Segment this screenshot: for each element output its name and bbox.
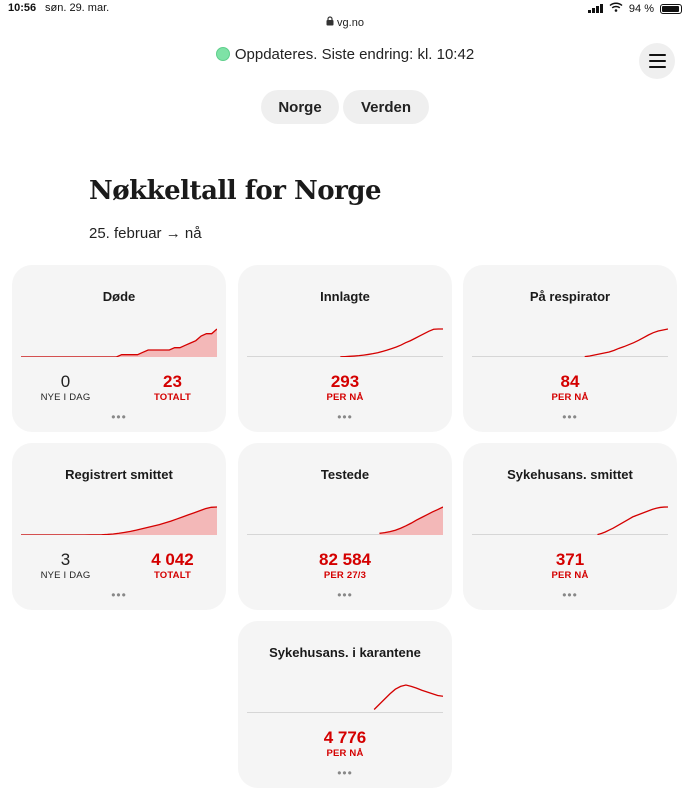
current-stat [238, 551, 452, 581]
new-today-label: NYE I DAG [40, 570, 91, 581]
current-value: 371 [555, 550, 585, 569]
sparkline-area [21, 329, 217, 357]
menu-icon [649, 54, 666, 56]
live-dot-icon [216, 47, 230, 61]
cellular-signal-icon [588, 4, 603, 13]
sparkline-line [597, 507, 668, 535]
tab-norge[interactable]: Norge [261, 90, 339, 124]
card-title: Sykehusans. i karantene [269, 645, 421, 660]
card-title: Sykehusans. smittet [507, 467, 633, 482]
current-label: PER 27/3 [323, 570, 367, 581]
more-dots-icon[interactable]: ••• [337, 766, 353, 780]
card-innlagte[interactable] [238, 265, 452, 432]
current-value: 82 584 [319, 550, 371, 569]
more-dots-icon[interactable]: ••• [562, 588, 578, 602]
more-dots-icon[interactable]: ••• [337, 588, 353, 602]
card-registrert-smittet[interactable] [12, 443, 226, 610]
new-today-stat [12, 551, 119, 581]
update-text: Oppdateres. Siste endring: kl. 10:42 [234, 46, 475, 63]
status-icons [588, 2, 682, 15]
clock: 10:56 [8, 2, 37, 14]
sparkline-chart [247, 683, 443, 713]
url-text: vg.no [337, 17, 364, 29]
wifi-icon [609, 2, 623, 15]
total-label: TOTALT [153, 570, 192, 581]
current-value: 84 [560, 372, 580, 391]
new-today-value: 3 [60, 550, 71, 569]
current-stat [463, 551, 677, 581]
new-today-label: NYE I DAG [40, 392, 91, 403]
current-stat [463, 373, 677, 403]
card-title: Testede [320, 467, 370, 482]
sparkline-line [374, 685, 443, 710]
sparkline-line [340, 329, 443, 357]
page-title: Nøkkeltall for Norge [89, 176, 382, 206]
total-value: 23 [163, 372, 182, 391]
card-title: På respirator [529, 289, 611, 304]
current-label: PER NÅ [551, 570, 589, 581]
card-sykehusans-i-karantene[interactable] [238, 621, 452, 788]
sparkline-chart [472, 327, 668, 357]
current-label: PER NÅ [326, 748, 364, 759]
current-stat [238, 729, 452, 759]
current-stat [238, 373, 452, 403]
tab-verden[interactable]: Verden [343, 90, 429, 124]
ios-status-bar [0, 0, 690, 29]
card-pa-respirator[interactable] [463, 265, 677, 432]
current-value: 4 776 [323, 728, 367, 747]
card-sykehusans-smittet[interactable] [463, 443, 677, 610]
total-label: TOTALT [153, 392, 192, 403]
hamburger-menu-button[interactable] [639, 43, 675, 79]
sparkline-chart [21, 327, 217, 357]
more-dots-icon[interactable]: ••• [337, 410, 353, 424]
update-status [0, 46, 690, 63]
current-label: PER NÅ [551, 392, 589, 403]
sparkline-area [21, 507, 217, 535]
total-stat [119, 551, 226, 581]
address-bar[interactable] [0, 16, 690, 29]
new-today-stat [12, 373, 119, 403]
battery-icon [660, 4, 682, 14]
date: søn. 29. mar. [45, 2, 110, 14]
new-today-value: 0 [60, 372, 71, 391]
sparkline-chart [21, 505, 217, 535]
lock-icon [326, 16, 334, 29]
more-dots-icon[interactable]: ••• [111, 588, 127, 602]
total-stat [119, 373, 226, 403]
battery-percent: 94 % [628, 2, 654, 15]
current-value: 293 [330, 372, 360, 391]
card-title: Døde [102, 289, 136, 304]
card-testede[interactable] [238, 443, 452, 610]
total-value: 4 042 [151, 550, 194, 569]
sparkline-chart [472, 505, 668, 535]
sparkline-chart [247, 505, 443, 535]
more-dots-icon[interactable]: ••• [111, 410, 127, 424]
date-range: 25. februar → nå [89, 225, 202, 242]
card-dode[interactable] [12, 265, 226, 432]
current-label: PER NÅ [326, 392, 364, 403]
card-title: Registrert smittet [65, 467, 173, 482]
sparkline-chart [247, 327, 443, 357]
more-dots-icon[interactable]: ••• [562, 410, 578, 424]
card-title: Innlagte [320, 289, 370, 304]
sparkline-line [585, 329, 668, 357]
